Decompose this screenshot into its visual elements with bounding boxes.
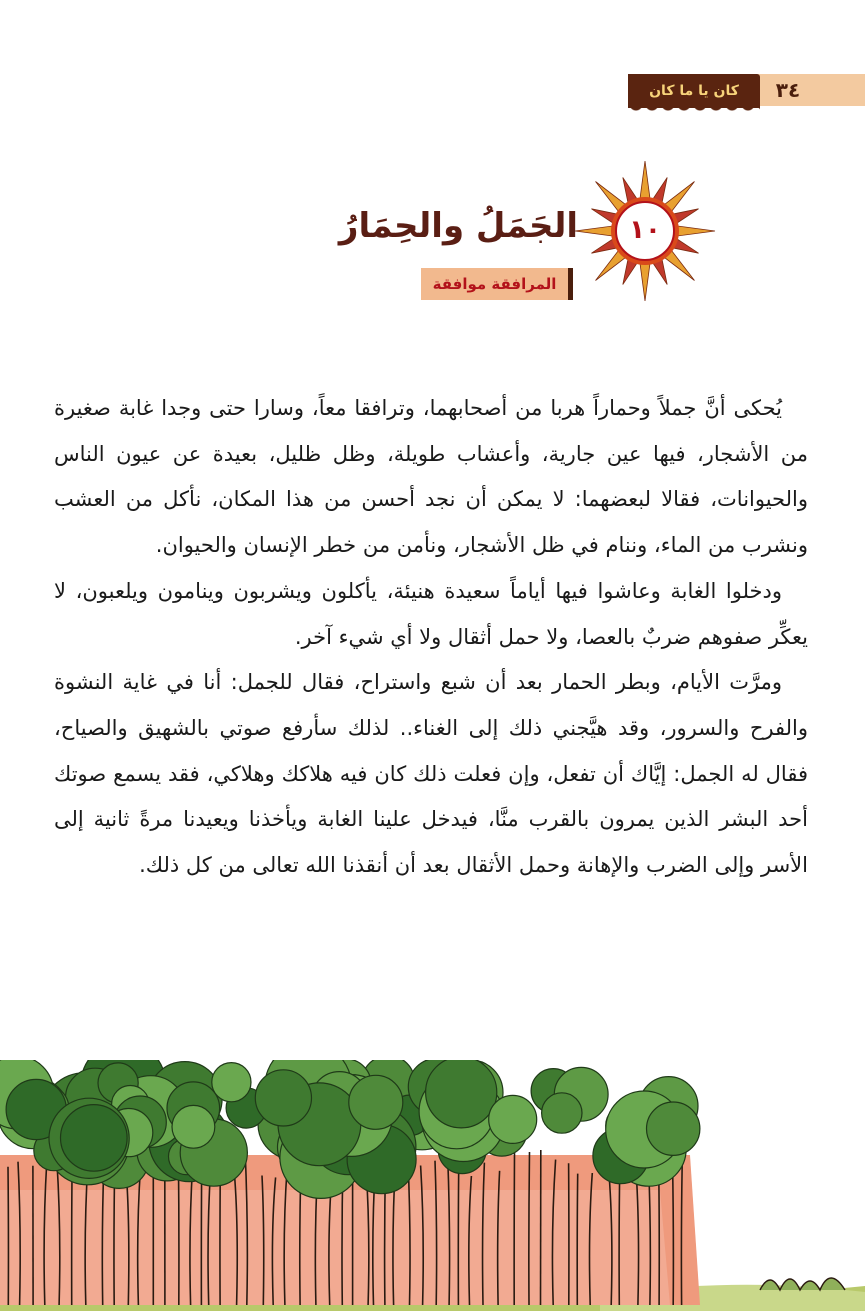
book-title: كان يا ما كان — [649, 83, 739, 99]
paragraph: يُحكى أنَّ جملاً وحماراً هربا من أصحابهما، وترافقا معاً، وسارا حتى وجدا غابة صغيرة من الأشجار، فيها عين جارية، وأعشاب طويلة، وظل ظليل، بعيدة عن عيون الناس والحيوانات، فقالا لبعضهما: لا يمكن أن نجد أحسن من هذا المكان، نأكل من العشب ونشرب من الماء، وننام في ظل الأشجار، ونأمن من خطر الإنسان والحيوان. — [54, 396, 808, 558]
story-title: الجَمَلُ والحِمَارُ — [338, 206, 578, 246]
story-body — [54, 386, 808, 889]
moral-text: المرافقة موافقة — [432, 275, 557, 293]
forest-illustration — [0, 1060, 865, 1311]
book-title-tab — [628, 74, 760, 108]
moral-label — [421, 268, 573, 300]
chapter-number: ١٠ — [629, 215, 661, 245]
paragraph: ودخلوا الغابة وعاشوا فيها أياماً سعيدة هنيئة، يأكلون ويشربون وينامون ويلعبون، لا يعكِّر صفوهم ضربٌ بالعصا، ولا حمل أثقال ولا أي شيء آخر. — [54, 578, 808, 649]
paragraph: ومرَّت الأيام، وبطر الحمار بعد أن شبع واستراح، فقال للجمل: أنا في غاية النشوة والفرح والسرور، وقد هيَّجني ذلك إلى الغناء.. لذلك سأرفع صوتي بالشهيق والصياح، فقال له الجمل: إيَّاك أن تفعل، وإن فعلت ذلك كان فيه هلاكك وهلاكي، فقد يسمع صوتك أحد البشر الذين يمرون بالقرب منَّا، فيدخل علينا الغابة ويأخذنا ويعيدنا مرةً ثانية إلى الأسر وإلى الضرب والإهانة وحمل الأثقال بعد أن أنقذنا الله تعالى من كل ذلك. — [54, 670, 808, 878]
page-number: ٣٤ — [775, 78, 801, 102]
